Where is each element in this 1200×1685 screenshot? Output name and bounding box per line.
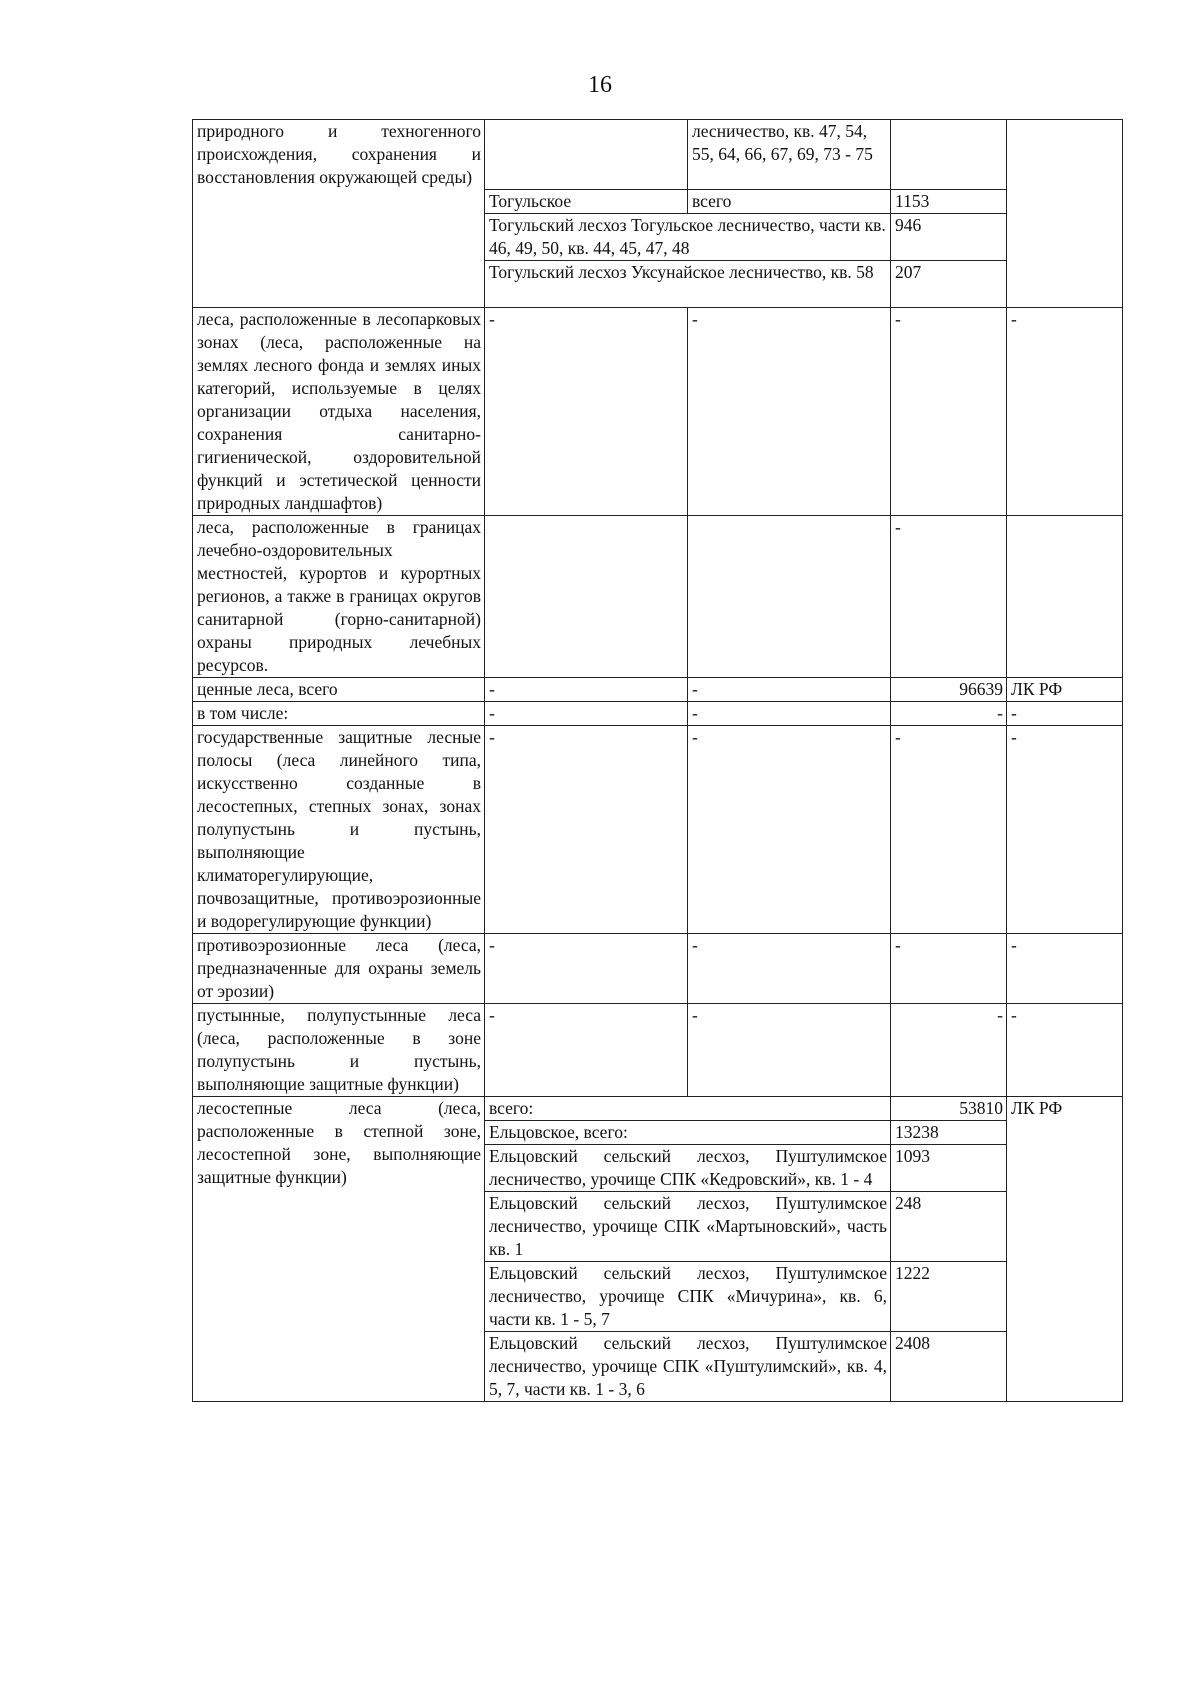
value-cell: 96639 [891, 678, 1007, 702]
dash-cell: - [485, 308, 688, 516]
subunit-cell: Ельцовский сельский лесхоз, Пуштулимское лесничество, урочище СПК «Мичурина», кв. 6, части кв. 1 - 5, 7 [485, 1262, 891, 1332]
basis-cell: ЛК РФ [1007, 678, 1123, 702]
dash-cell: - [891, 1004, 1007, 1097]
dash-cell: - [688, 702, 891, 726]
subunit-cell: Ельцовский сельский лесхоз, Пуштулимское лесничество, урочище СПК «Кедровский», кв. 1 - 4 [485, 1145, 891, 1192]
area-cell: Ельцовское, всего: [485, 1121, 891, 1145]
category-cell: пустынные, полупустынные леса (леса, расположенные в зоне полупустынь и пустынь, выполняющие защитные функции) [193, 1004, 485, 1097]
area-cell [485, 120, 688, 190]
dash-cell: - [1007, 308, 1123, 516]
total-label-cell: всего: [485, 1097, 891, 1121]
dash-cell: - [485, 678, 688, 702]
value-cell: 1093 [891, 1145, 1007, 1192]
total-label-cell: всего [688, 190, 891, 214]
table-row [193, 516, 1123, 678]
category-cell: лесостепные леса (леса, расположенные в степной зоне, лесостепной зоне, выполняющие защитные функции) [193, 1097, 485, 1402]
dash-cell: - [891, 934, 1007, 1004]
category-cell: леса, расположенные в лесопарковых зонах (леса, расположенные на землях лесного фонда и землях иных категорий, используемые в целях организации отдыха населения, сохранения санитарно-гигиенической, оздоровительной функций и эстетической ценности природных ландшафтов) [193, 308, 485, 516]
dash-cell: - [688, 308, 891, 516]
value-cell: 53810 [891, 1097, 1007, 1121]
page-number: 16 [588, 72, 612, 98]
dash-cell: - [485, 702, 688, 726]
value-cell: 207 [891, 261, 1007, 308]
dash-cell: - [688, 1004, 891, 1097]
subunit-cell: Ельцовский сельский лесхоз, Пуштулимское лесничество, урочище СПК «Пуштулимский», кв. 4, 5, 7, части кв. 1 - 3, 6 [485, 1332, 891, 1402]
value-cell: 2408 [891, 1332, 1007, 1402]
dash-cell: - [891, 516, 1007, 678]
value-cell: 13238 [891, 1121, 1007, 1145]
value-cell: 1153 [891, 190, 1007, 214]
table-row [193, 120, 1123, 190]
basis-cell: ЛК РФ [1007, 1097, 1123, 1402]
dash-cell: - [1007, 702, 1123, 726]
table-row [193, 1004, 1123, 1097]
dash-cell: - [891, 726, 1007, 934]
empty-cell [485, 516, 688, 678]
value-cell [891, 120, 1007, 190]
category-cell: леса, расположенные в границах лечебно-оздоровительных местностей, курортов и курортных регионов, а также в границах округов санитарной (горно-санитарной) охраны природных лечебных ресурсов. [193, 516, 485, 678]
forestry-cell: лесничество, кв. 47, 54, 55, 64, 66, 67, 69, 73 - 75 [688, 120, 891, 190]
dash-cell: - [485, 726, 688, 934]
basis-cell [1007, 120, 1123, 308]
dash-cell: - [688, 678, 891, 702]
empty-cell [688, 516, 891, 678]
table-row [193, 934, 1123, 1004]
subunit-cell: Тогульский лесхоз Уксунайское лесничество, кв. 58 [485, 261, 891, 308]
value-cell: 248 [891, 1192, 1007, 1262]
dash-cell: - [1007, 726, 1123, 934]
category-cell: в том числе: [193, 702, 485, 726]
area-cell: Тогульское [485, 190, 688, 214]
dash-cell: - [1007, 934, 1123, 1004]
category-cell: государственные защитные лесные полосы (леса линейного типа, искусственно созданные в лесостепных, степных зонах, зонах полупустынь и пустынь, выполняющие климаторегулирующие, почвозащитные, противоэрозионные и водорегулирующие функции) [193, 726, 485, 934]
empty-cell [1007, 516, 1123, 678]
dash-cell: - [688, 726, 891, 934]
dash-cell: - [485, 1004, 688, 1097]
category-cell: противоэрозионные леса (леса, предназначенные для охраны земель от эрозии) [193, 934, 485, 1004]
dash-cell: - [891, 702, 1007, 726]
dash-cell: - [485, 934, 688, 1004]
value-cell: 1222 [891, 1262, 1007, 1332]
table-row [193, 308, 1123, 516]
category-cell: ценные леса, всего [193, 678, 485, 702]
subunit-cell: Ельцовский сельский лесхоз, Пуштулимское лесничество, урочище СПК «Мартыновский», часть кв. 1 [485, 1192, 891, 1262]
table-row [193, 678, 1123, 702]
dash-cell: - [688, 934, 891, 1004]
forest-protection-table [192, 119, 1123, 1402]
subunit-cell: Тогульский лесхоз Тогульское лесничество, части кв. 46, 49, 50, кв. 44, 45, 47, 48 [485, 214, 891, 261]
table-row [193, 1097, 1123, 1121]
dash-cell: - [1007, 1004, 1123, 1097]
table-row [193, 726, 1123, 934]
category-cell: природного и техногенного происхождения, сохранения и восстановления окружающей среды) [193, 120, 485, 308]
table-row [193, 702, 1123, 726]
value-cell: 946 [891, 214, 1007, 261]
dash-cell: - [891, 308, 1007, 516]
